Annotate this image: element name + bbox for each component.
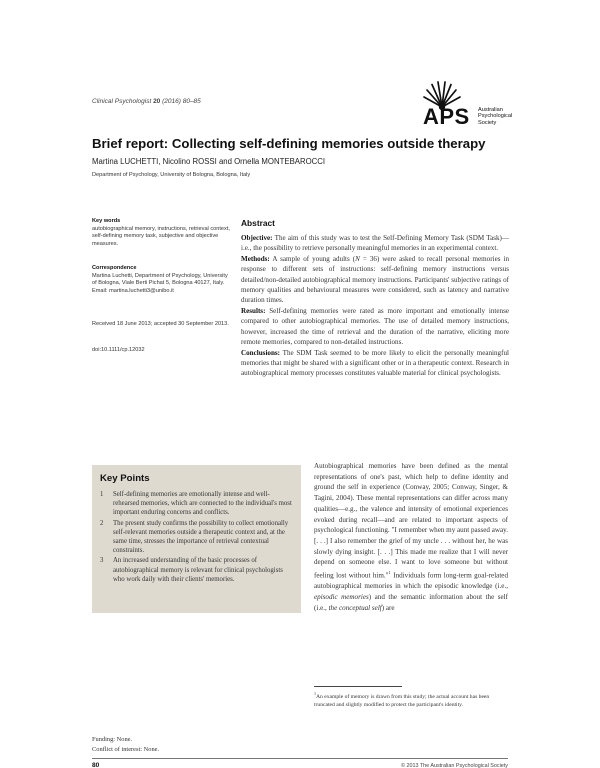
- footnote-reference[interactable]: 1: [388, 570, 391, 576]
- body-text-part: ) are: [381, 603, 395, 612]
- abstract-results: [241, 306, 509, 347]
- results-label: Results:: [241, 307, 266, 316]
- key-point-item: [100, 519, 293, 556]
- methods-n: N: [355, 255, 360, 264]
- aps-name-line: Australian: [478, 107, 503, 113]
- correspondence-text: Martina Luchetti, Department of Psychology, University of Bologna, Viale Berti Pichat 5, Bologna 40127, Italy.: [92, 272, 228, 287]
- aps-society-name: [478, 107, 512, 126]
- footnote-text: An example of memory is drawn from this study; the actual account has been truncated and slightly modified to protect the participant's identity.: [314, 693, 490, 708]
- conclusions-text: The SDM Task seemed to be more likely to elicit the personally meaningful memories that might be shared with a significant other or in a therapeutic context. Research in autobiographical memory processes constitutes valuable material for clinical psychologists.: [241, 348, 509, 378]
- key-point-text: An increased understanding of the basic processes of autobiographical memory is relevant for clinical psychologists who work daily with their clients' memories.: [113, 557, 283, 583]
- key-point-item: [100, 556, 293, 584]
- methods-label: Methods:: [241, 255, 270, 264]
- footer-divider: [92, 758, 508, 759]
- copyright-notice: © 2013 The Australian Psychological Society: [401, 763, 508, 768]
- footnote-mark: 1: [314, 691, 316, 696]
- objective-label: Objective:: [241, 234, 273, 242]
- conflict-text: Conflict of interest: None.: [92, 745, 160, 753]
- journal-volume: 20: [153, 98, 161, 105]
- key-point-item: [100, 490, 293, 518]
- correspondence-heading: Correspondence: [92, 265, 137, 271]
- aps-letters: APS: [423, 104, 470, 129]
- methods-text-a: A sample of young adults (: [272, 255, 356, 264]
- aps-logo: [417, 80, 529, 130]
- body-paragraph: [314, 461, 508, 613]
- abstract-heading: Abstract: [241, 218, 275, 228]
- objective-text: The aim of this study was to test the Self-Defining Memory Task (SDM Task)—i.e., the possibility to retrieve personally meaningful memories in an experimental context.: [241, 234, 509, 253]
- doi-link[interactable]: doi:10.1111/cp.12032: [92, 347, 145, 353]
- body-emphasis: episodic memories: [314, 592, 369, 601]
- key-point-text: The present study confirms the possibility to collect emotionally self-relevant memories outside a therapeutic context and, at the same time, stresses the importance of retrieval contextual constraints.: [113, 519, 289, 555]
- abstract-body: [241, 233, 509, 379]
- key-point-number: 1: [100, 491, 104, 498]
- abstract-methods: [241, 254, 509, 305]
- aps-name-line: Society: [478, 119, 497, 126]
- article-affiliation: Department of Psychology, University of Bologna, Bologna, Italy: [92, 172, 251, 178]
- funding-text: Funding: None.: [92, 736, 133, 743]
- methods-text-b: = 36) were asked to recall personal memories in response to different sets of instructions: self-defining memory instructions versus detailed/non-detailed autobiographical memory instructions. Participants' subjective ratings of memory qualities and behavioural measures were considered, such as latency and narrative duration times.: [241, 255, 509, 305]
- key-point-number: 3: [100, 557, 104, 565]
- key-point-number: 2: [100, 519, 104, 527]
- conclusions-label: Conclusions:: [241, 348, 281, 357]
- article-title: Brief report: Collecting self-defining memories outside therapy: [92, 136, 486, 151]
- key-point-text: Self-defining memories are emotionally intense and well-rehearsed memories, which are connected to the individual's most important enduring concerns and conflicts.: [113, 491, 292, 517]
- keywords-heading: Key words: [92, 218, 121, 224]
- key-points-heading: Key Points: [100, 473, 150, 484]
- keywords-block: [92, 218, 232, 248]
- body-emphasis: the conceptual self: [328, 603, 382, 612]
- body-text-part: Individuals form long-term goal-related autobiographical memories in which the episodic knowledge (i.e.,: [314, 571, 508, 591]
- abstract-conclusions: [241, 348, 509, 379]
- body-text-part: ) and the semantic information about the self (i.e.,: [314, 592, 509, 612]
- page-number: 80: [92, 762, 100, 768]
- results-text: Self-defining memories were rated as more important and emotionally intense compared to other autobiographical memories. The use of detailed memory instructions, however, increased the time of retrieval and the duration of the narrative, eliciting more remote memories, compared to non-detailed instructions.: [241, 307, 509, 346]
- aps-name-line: Psychological: [478, 113, 513, 120]
- footnote: [314, 690, 510, 709]
- journal-reference: [92, 98, 201, 105]
- key-points-list: [100, 490, 293, 584]
- journal-year-pages: (2016) 80–85: [162, 98, 201, 105]
- funding-statement: [92, 735, 159, 754]
- journal-name: Clinical Psychologist: [92, 98, 152, 105]
- received-dates: Received 18 June 2013; accepted 30 September 2013.: [92, 321, 229, 327]
- key-points-box: [92, 465, 301, 613]
- abstract-objective: [241, 233, 509, 254]
- correspondence-email[interactable]: Email: martina.luchetti3@unibo.it: [92, 287, 174, 294]
- body-text-part: Autobiographical memories have been defined as the mental representations of one's past, which help to define identity and ground the self in experience (Conway, 2005; Conway, Singer, & Tagini, 2004). These mental representations can differ across many qualities—e.g., the valence and intensity of emotional experiences evoked during recall—and are related to important aspects of psychological functioning. "I remember when my aunt passed away. [. . .] I also remember the grief of my uncle . . . without her, he was slowly dying insight. [. . .] This made me realize that I will never depend on someone else. I want to love someone but without feeling lost without him.": [314, 462, 508, 580]
- article-authors: Martina LUCHETTI, Nicolino ROSSI and Ornella MONTEBAROCCI: [92, 157, 326, 166]
- correspondence-block: [92, 265, 232, 295]
- footnote-divider: [314, 686, 402, 687]
- keywords-text: autobiographical memory, instructions, retrieval context, self-defining memory task, subjective and objective measures.: [92, 225, 230, 247]
